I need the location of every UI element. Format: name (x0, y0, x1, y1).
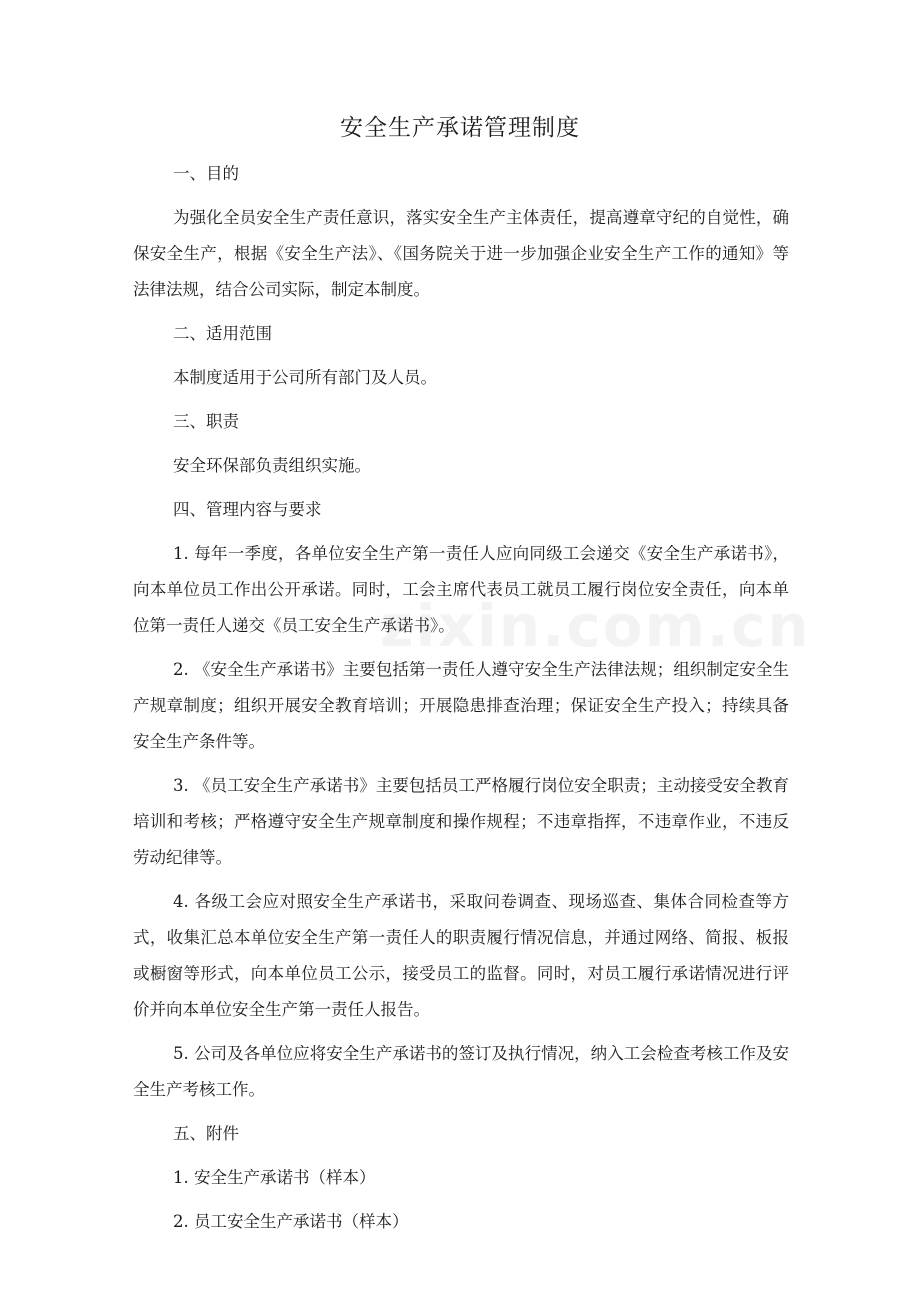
paragraph-responsibilities: 安全环保部负责组织实施。 (173, 456, 371, 475)
paragraph-requirement-4: 4. 各级工会应对照安全生产承诺书，采取问卷调查、现场巡查、集体合同检查等方式，收集汇总本单位安全生产第一责任人的职责履行情况信息，并通过网络、简报、板报或橱窗等形式，向本单位员工公示，接受员工的监督。同时，对员工履行承诺情况进行评价并向本单位安全生产第一责任人报告。 (133, 892, 789, 1019)
section-heading-scope: 二、适用范围 (173, 324, 272, 343)
document-title: 安全生产承诺管理制度 (340, 115, 580, 141)
section-heading-requirements: 四、管理内容与要求 (173, 500, 322, 519)
paragraph-requirement-1: 1. 每年一季度，各单位安全生产第一责任人应向同级工会递交《安全生产承诺书》，向本单位员工作出公开承诺。同时，工会主席代表员工就员工履行岗位安全责任，向本单位第一责任人递交《员工安全生产承诺书》。 (133, 544, 789, 635)
watermark: zixin.com.cn (380, 592, 811, 660)
section-heading-purpose: 一、目的 (173, 164, 239, 183)
section-heading-attachments: 五、附件 (173, 1124, 239, 1143)
paragraph-requirement-5: 5. 公司及各单位应将安全生产承诺书的签订及执行情况，纳入工会检查考核工作及安全生产考核工作。 (133, 1044, 789, 1099)
paragraph-requirement-2: 2. 《安全生产承诺书》主要包括第一责任人遵守安全生产法律法规；组织制定安全生产规章制度；组织开展安全教育培训；开展隐患排查治理；保证安全生产投入；持续具备安全生产条件等。 (133, 660, 789, 751)
paragraph-purpose: 为强化全员安全生产责任意识，落实安全生产主体责任，提高遵章守纪的自觉性，确保安全生产，根据《安全生产法》、《国务院关于进一步加强企业安全生产工作的通知》等法律法规，结合公司实际，制定本制度。 (133, 208, 789, 299)
paragraph-requirement-3: 3. 《员工安全生产承诺书》主要包括员工严格履行岗位安全职责；主动接受安全教育培训和考核；严格遵守安全生产规章制度和操作规程；不违章指挥，不违章作业，不违反劳动纪律等。 (133, 776, 789, 867)
paragraph-scope: 本制度适用于公司所有部门及人员。 (173, 368, 437, 387)
attachment-item-1: 1. 安全生产承诺书（样本） (173, 1168, 376, 1187)
section-heading-responsibilities: 三、职责 (173, 412, 239, 431)
document-body (133, 156, 789, 1248)
attachment-item-2: 2. 员工安全生产承诺书（样本） (173, 1212, 409, 1231)
